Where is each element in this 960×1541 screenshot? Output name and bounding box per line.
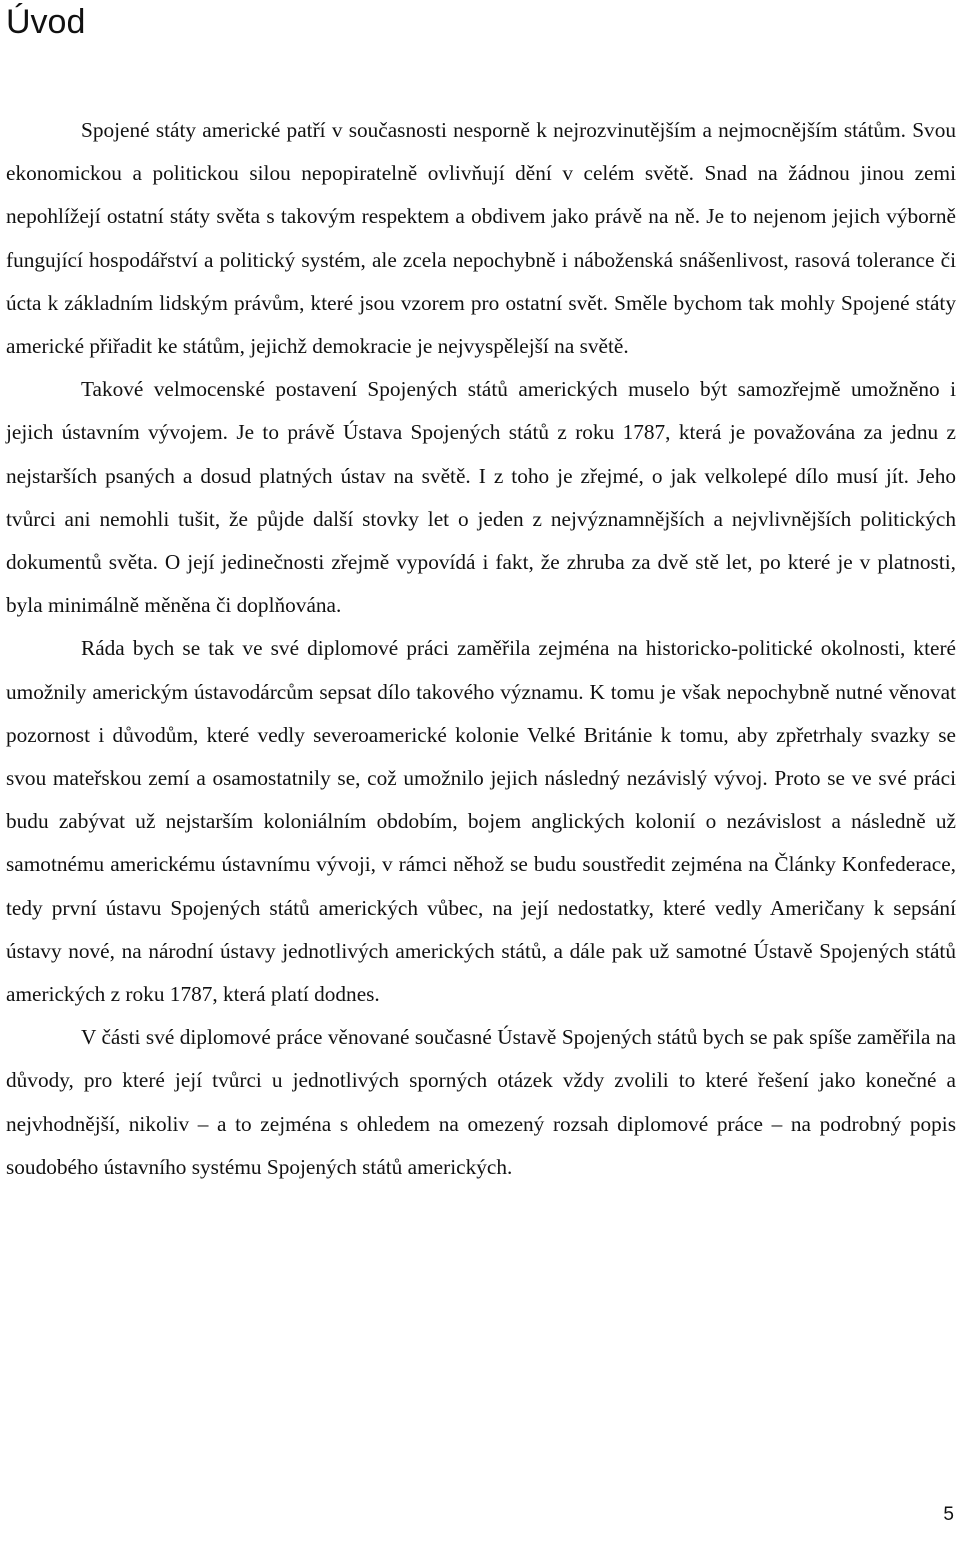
paragraph-thesis-focus: Ráda bych se tak ve své diplomové práci zaměřila zejména na historicko-politické okolnosti, které umožnily americkým ústavodárcům sepsat dílo takového významu. K tomu je však nepochybně nutné věnovat pozornost i důvodům, které vedly severoamerické kolonie Velké Británie k tomu, aby zpřetrhaly svazky se svou mateřskou zemí a osamostatnily se, což umožnilo jejich následný nezávislý vývoj. Proto se ve své práci budu zabývat už nejstarším koloniálním obdobím, bojem anglických kolonií o nezávislost a následně už samotnému americkému ústavnímu vývoji, v rámci něhož se budu soustředit zejména na Články Konfederace, tedy první ústavu Spojených států amerických vůbec, na její nedostatky, které vedly Američany k sepsání ústavy nové, na národní ústavy jednotlivých amerických států, a dále pak už samotné Ústavě Spojených států amerických z roku 1787, která platí dodnes.	[6, 636, 956, 1007]
page-number: 5	[943, 1504, 954, 1525]
body-text	[6, 109, 956, 1189]
paragraph-current-constitution: V části své diplomové práce věnované současné Ústavě Spojených států bych se pak spíše zaměřila na důvody, pro které její tvůrci u jednotlivých sporných otázek vždy zvolili to které řešení jako konečné a nejvhodnější, nikoliv – a to zejména s ohledem na omezený rozsah diplomové práce – na podrobný popis soudobého ústavního systému Spojených států amerických.	[6, 1025, 956, 1179]
paragraph-constitution: Takové velmocenské postavení Spojených států amerických muselo být samozřejmě umožněno i jejich ústavním vývojem. Je to právě Ústava Spojených států z roku 1787, která je považována za jednu z nejstarších psaných a dosud platných ústav na světě. I z toho je zřejmé, o jak velkolepé dílo musí jít. Jeho tvůrci ani nemohli tušit, že půjde další stovky let o jeden z nejvýznamnějších a nejvlivnějších politických dokumentů světa. O její jedinečnosti zřejmě vypovídá i fakt, že zhruba za dvě stě let, po které je v platnosti, byla minimálně měněna či doplňována.	[6, 377, 956, 618]
page-heading: Úvod	[6, 3, 86, 41]
paragraph-intro: Spojené státy americké patří v současnosti nesporně k nejrozvinutějším a nejmocnějším státům. Svou ekonomickou a politickou silou nepopiratelně ovlivňují dění v celém světě. Snad na žádnou jinou zemi nepohlížejí ostatní státy světa s takovým respektem a obdivem jako právě na ně. Je to nejenom jejich výborně fungující hospodářství a politický systém, ale zcela nepochybně i náboženská snášenlivost, rasová tolerance či úcta k základním lidským právům, které jsou vzorem pro ostatní svět. Směle bychom tak mohly Spojené státy americké přiřadit ke státům, jejichž demokracie je nejvyspělejší na světě.	[6, 118, 956, 359]
